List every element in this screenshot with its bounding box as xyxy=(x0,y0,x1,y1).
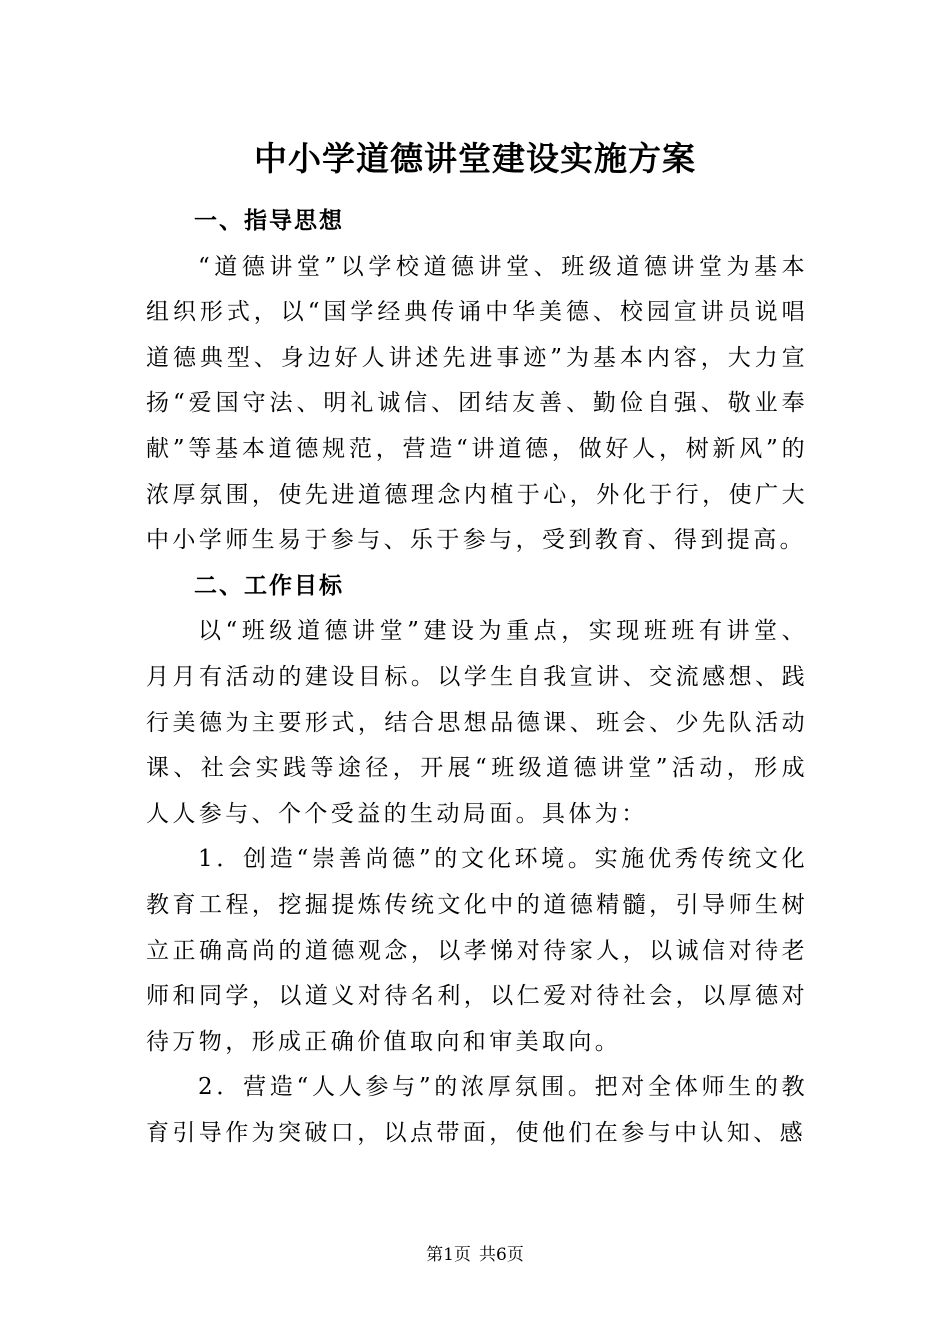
paragraph-goal-item-2: 2．营造“人人参与”的浓厚氛围。把对全体师生的教育引导作为突破口，以点带面，使他们在参与中认知、感 xyxy=(146,1074,808,1146)
document-title: 中小学道德讲堂建设实施方案 xyxy=(254,139,696,178)
page-number: 第1页 xyxy=(426,1245,471,1265)
paragraph-goal-item-1: 1．创造“崇善尚德”的文化环境。实施优秀传统文化教育工程，挖掘提炼传统文化中的道德精髓，引导师生树立正确高尚的道德观念，以孝悌对待家人，以诚信对待老师和同学，以道义对待名利，以仁爱对待社会，以厚德对待万物，形成正确价值取向和审美取向。 xyxy=(146,846,808,1055)
paragraph-guiding-ideology: “道德讲堂”以学校道德讲堂、班级道德讲堂为基本组织形式，以“国学经典传诵中华美德、校园宣讲员说唱道德典型、身边好人讲述先进事迹”为基本内容，大力宣扬“爱国守法、明礼诚信、团结友善、勤俭自强、敬业奉献”等基本道德规范，营造“讲道德，做好人，树新风”的浓厚氛围，使先进道德理念内植于心，外化于行，使广大中小学师生易于参与、乐于参与，受到教育、得到提高。 xyxy=(146,253,808,554)
page-footer xyxy=(0,1240,950,1265)
section-heading-work-goals: 二、工作目标 xyxy=(194,572,344,599)
page-total: 共6页 xyxy=(479,1245,524,1265)
paragraph-work-goals-intro: 以“班级道德讲堂”建设为重点，实现班班有讲堂、月月有活动的建设目标。以学生自我宣讲、交流感想、践行美德为主要形式，结合思想品德课、班会、少先队活动课、社会实践等途径，开展“班级道德讲堂”活动，形成人人参与、个个受益的生动局面。具体为： xyxy=(146,618,808,827)
section-heading-guiding-ideology: 一、指导思想 xyxy=(194,208,344,234)
document-body xyxy=(146,199,808,1156)
